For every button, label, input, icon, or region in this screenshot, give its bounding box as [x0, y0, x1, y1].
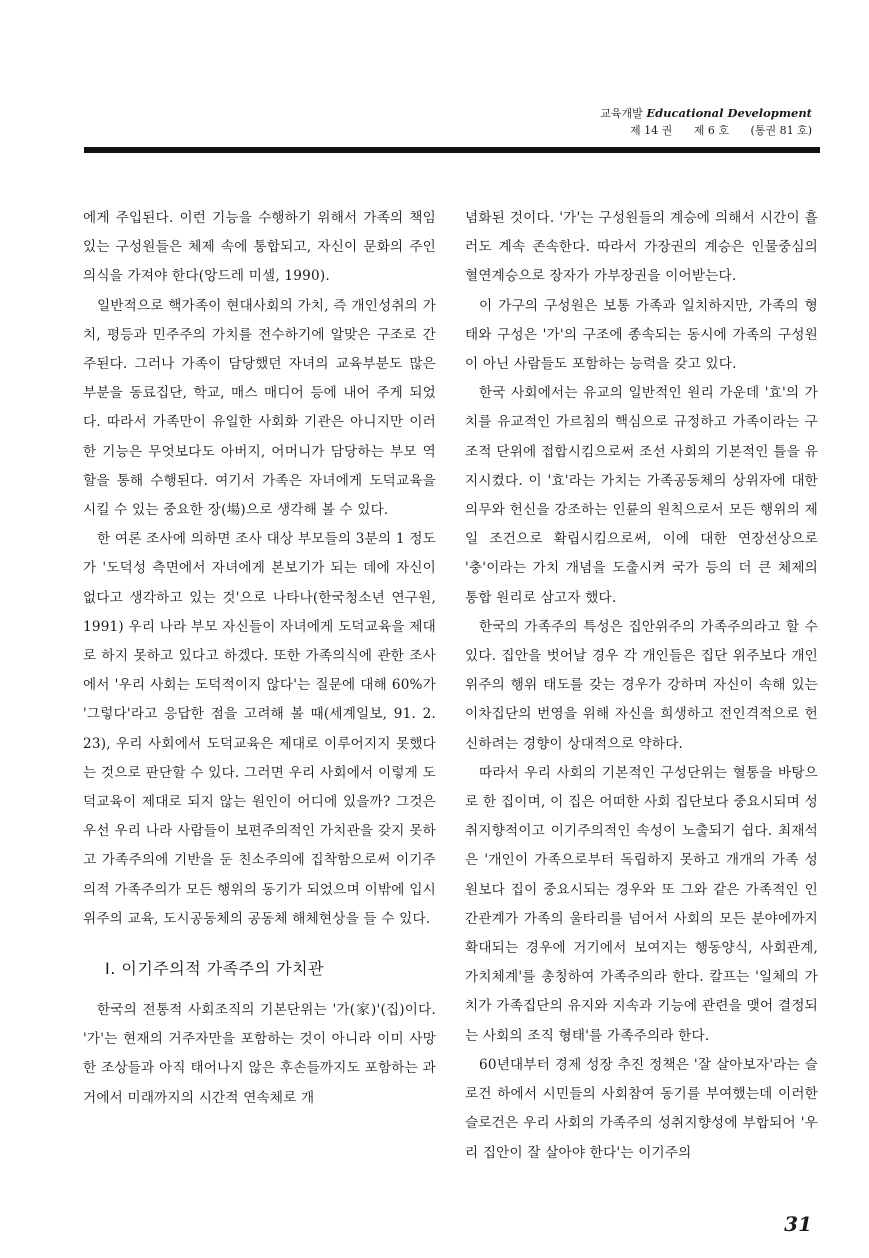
- journal-header: [552, 105, 812, 139]
- journal-issue-line: [552, 122, 812, 139]
- journal-title-line: [552, 105, 812, 122]
- paragraph: 60년대부터 경제 성장 추진 정책은 '잘 살아보자'라는 슬로건 하에서 시민들의 사회참여 동기를 부여했는데 이러한 슬로건은 우리 사회의 가족주의 성취지향성에 부합되어 '우리 집안이 잘 살아야 한다'는 이기주의: [465, 1056, 818, 1161]
- paragraph: 한국 사회에서는 유교의 일반적인 원리 가운데 '효'의 가치를 유교적인 가르침의 핵심으로 규정하고 가족이라는 구조적 단위에 접합시킴으로써 조선 사회의 기본적인 틀을 유지시켰다. 이 '효'라는 가치는 가족공동체의 상위자에 대한 의무와 헌신을 강조하는 인륜의 원칙으로서 모든 행위의 제일 조건으로 확립시킴으로써, 이에 대한 연장선상으로 '충'이라는 가치 개념을 도출시켜 국가 등의 더 큰 체제의 통합 원리로 삼고자 했다.: [465, 385, 818, 606]
- journal-title-english: Educational Development: [646, 106, 812, 120]
- header-rule: [84, 147, 820, 153]
- paragraph: 한국의 가족주의 특성은 집안위주의 가족주의라고 할 수 있다. 집안을 벗어날 경우 각 개인들은 집단 위주보다 개인 위주의 행위 태도를 갖는 경우가 강하며 자신이 속해 있는 이차집단의 번영을 위해 자신을 희생하고 전인격적으로 헌신하려는 경향이 상대적으로 약하다.: [465, 618, 818, 752]
- paragraph: 일반적으로 핵가족이 현대사회의 가치, 즉 개인성취의 가치, 평등과 민주주의 가치를 전수하기에 알맞은 구조로 간주된다. 그러나 가족이 담당했던 자녀의 교육부분도 많은 부분을 동료집단, 학교, 매스 매디어 등에 내어 주게 되었다. 따라서 가족만이 유일한 사회화 기관은 아니지만 이러한 기능은 무엇보다도 아버지, 어머니가 담당하는 부모 역할을 통해 수행된다. 여기서 가족은 자녀에게 도덕교육을 시킬 수 있는 중요한 장(場)으로 생각해 볼 수 있다.: [83, 297, 436, 519]
- journal-title-korean: 교육개발: [600, 107, 643, 120]
- journal-volume: 제 14 권: [630, 124, 673, 137]
- paragraph: 이 가구의 구성원은 보통 가족과 일치하지만, 가족의 형태와 구성은 '가'의 구조에 종속되는 동시에 가족의 구성원이 아닌 사람들도 포함하는 능력을 갖고 있다.: [465, 297, 818, 373]
- page-number: 31: [784, 1212, 812, 1236]
- journal-serial: (통권 81 호): [750, 124, 812, 137]
- section-heading: Ⅰ. 이기주의적 가족주의 가치관: [105, 959, 325, 979]
- paragraph: 에게 주입된다. 이런 기능을 수행하기 위해서 가족의 책임있는 구성원들은 체제 속에 통합되고, 자신이 문화의 주인 의식을 가져야 한다(앙드레 미셀, 1990).: [83, 210, 436, 285]
- paragraph: 한 여론 조사에 의하면 조사 대상 부모들의 3분의 1 정도가 '도덕성 측면에서 자녀에게 본보기가 되는 데에 자신이 없다고 생각하고 있는 것'으로 나타나(한국청소년 연구원, 1991) 우리 나라 부모 자신들이 자녀에게 도덕교육을 제대로 하지 못하고 있다고 하겠다. 또한 가족의식에 관한 조사에서 '우리 사회는 도덕적이지 않다'는 질문에 대해 60%가 '그렇다'라고 응답한 점을 고려해 볼 때(세계일보, 91. 2. 23), 우리 사회에서 도덕교육은 제대로 이루어지지 못했다는 것으로 판단할 수 있다. 그러면 우리 사회에서 이렇게 도덕교육이 제대로 되지 않는 원인이 어디에 있을까? 그것은 우선 우리 나라 사람들이 보편주의적인 가치관을 갖지 못하고 가족주의에 기반을 둔 친소주의에 집착함으로써 이기주의적 가족주의가 모든 행위의 동기가 되었으며 이밖에 입시위주의 교육, 도시공동체의 공동체 해체현상을 들 수 있다.: [83, 531, 436, 927]
- right-column: [465, 204, 818, 1168]
- paragraph: 따라서 우리 사회의 기본적인 구성단위는 혈통을 바탕으로 한 집이며, 이 집은 어떠한 사회 집단보다 중요시되며 성취지향적이고 이기주의적인 속성이 노출되기 쉽다. 최재석은 '개인이 가족으로부터 독립하지 못하고 개개의 가족 성원보다 집이 중요시되는 경우와 또 그와 같은 가족적인 인간관계가 가족의 울타리를 넘어서 사회의 모든 분야에까지 확대되는 경우에 거기에서 보여지는 행동양식, 사회관계, 가치체계'를 총칭하여 가족주의라 한다. 칼프는 '일체의 가치가 가족집단의 유지와 지속과 기능에 관련을 맺어 결정되는 사회의 조직 형태'를 가족주의라 한다.: [465, 764, 818, 1044]
- journal-issue: 제 6 호: [693, 124, 730, 137]
- left-column: [83, 204, 436, 1113]
- paragraph: 한국의 전통적 사회조직의 기본단위는 '가(家)'(집)이다. '가'는 현재의 거주자만을 포함하는 것이 아니라 이미 사망한 조상들과 아직 태어나지 않은 후손들까지도 포함하는 과거에서 미래까지의 시간적 연속체로 개: [83, 1002, 436, 1106]
- paragraph: 념화된 것이다. '가'는 구성원들의 계승에 의해서 시간이 흘러도 계속 존속한다. 따라서 가장권의 계승은 인물중심의 혈연계승으로 장자가 가부장권을 이어받는다.: [465, 210, 818, 285]
